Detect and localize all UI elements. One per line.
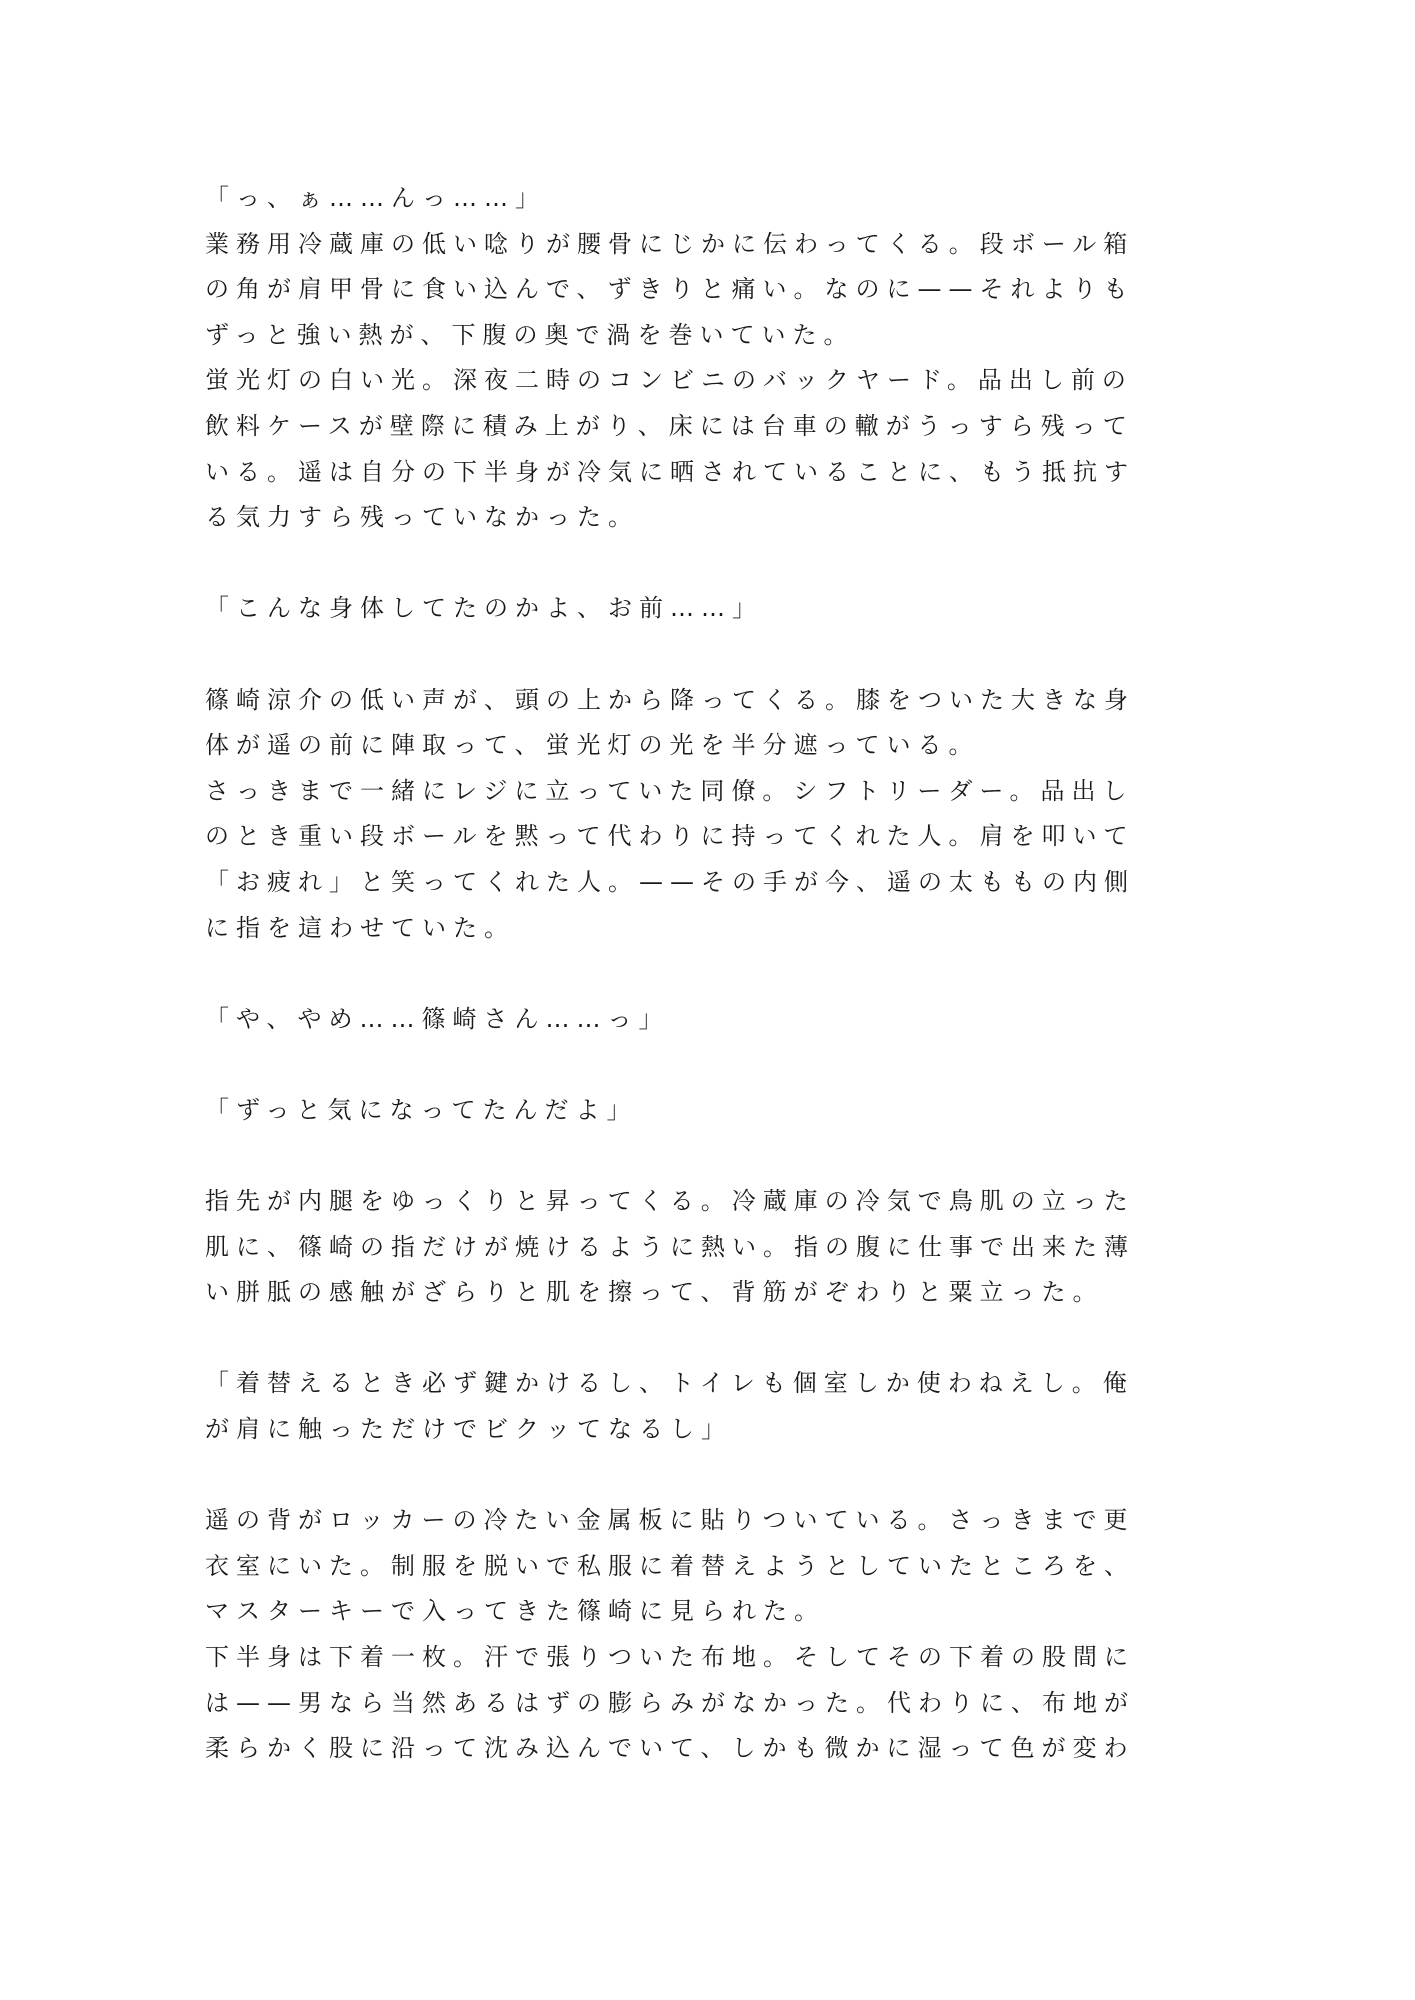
blank-line <box>205 951 1185 997</box>
text-line: 体が遥の前に陣取って、蛍光灯の光を半分遮っている。 <box>205 731 980 760</box>
text-line: 篠崎涼介の低い声が、頭の上から降ってくる。膝をついた大きな身 <box>205 685 1135 714</box>
blank-line <box>205 1453 1185 1499</box>
text-line: 遥の背がロッカーの冷たい金属板に貼りついている。さっきまで更 <box>205 1506 1135 1535</box>
text-line: 下半身は下着一枚。汗で張りついた布地。そしてその下着の股間に <box>205 1643 1135 1671</box>
text-line: 業務用冷蔵庫の低い唸りが腰骨にじかに伝わってくる。段ボール箱 <box>205 229 1135 258</box>
text-line: 「お疲れ」と笑ってくれた人。——その手が今、遥の太ももの内側 <box>205 867 1135 896</box>
text-line: 肌に、篠崎の指だけが焼けるように熱い。指の腹に仕事で出来た薄 <box>205 1232 1135 1261</box>
text-line: 「着替えるとき必ず鍵かけるし、トイレも個室しか使わねえし。俺 <box>205 1369 1134 1398</box>
text-line: 「ずっと気になってたんだよ」 <box>205 1095 638 1124</box>
text-line: 飲料ケースが壁際に積み上がり、床には台車の轍がうっすら残って <box>205 411 1134 440</box>
text-line: は——男なら当然あるはずの膨らみがなかった。代わりに、布地が <box>205 1688 1135 1717</box>
blank-line <box>205 632 1185 678</box>
text-line: 蛍光灯の白い光。深夜二時のコンビニのバックヤード。品出し前の <box>205 366 1133 395</box>
text-line: が肩に触っただけでビクッてなるし」 <box>205 1415 732 1444</box>
text-line: 指先が内腿をゆっくりと昇ってくる。冷蔵庫の冷気で鳥肌の立った <box>205 1187 1135 1216</box>
text-line: の角が肩甲骨に食い込んで、ずきりと痛い。なのに——それよりも <box>205 275 1135 304</box>
text-line: 「っ、ぁ……んっ……」 <box>205 184 546 212</box>
blank-line <box>205 1316 1185 1362</box>
blank-line <box>205 1042 1185 1088</box>
text-line: マスターキーで入ってきた篠崎に見られた。 <box>205 1597 825 1626</box>
text-line: に指を這わせていた。 <box>205 913 515 942</box>
text-line: 「こんな身体してたのかよ、お前……」 <box>205 594 763 623</box>
document-body <box>205 176 1185 1772</box>
text-line: 衣室にいた。制服を脱いで私服に着替えようとしていたところを、 <box>205 1551 1135 1580</box>
text-line: のとき重い段ボールを黙って代わりに持ってくれた人。肩を叩いて <box>205 822 1135 851</box>
text-line: さっきまで一緒にレジに立っていた同僚。シフトリーダー。品出し <box>205 776 1134 805</box>
blank-line <box>205 541 1185 587</box>
text-line: い胼胝の感触がざらりと肌を擦って、背筋がぞわりと粟立った。 <box>205 1278 1104 1307</box>
text-line: る気力すら残っていなかった。 <box>205 503 639 532</box>
text-line: 「や、やめ……篠崎さん……っ」 <box>205 1004 670 1033</box>
text-line: 柔らかく股に沿って沈み込んでいて、しかも微かに湿って色が変わ <box>205 1734 1135 1763</box>
text-line: いる。遥は自分の下半身が冷気に晒されていることに、もう抵抗す <box>205 457 1135 486</box>
blank-line <box>205 1133 1185 1179</box>
text-line: ずっと強い熱が、下腹の奥で渦を巻いていた。 <box>205 320 855 349</box>
